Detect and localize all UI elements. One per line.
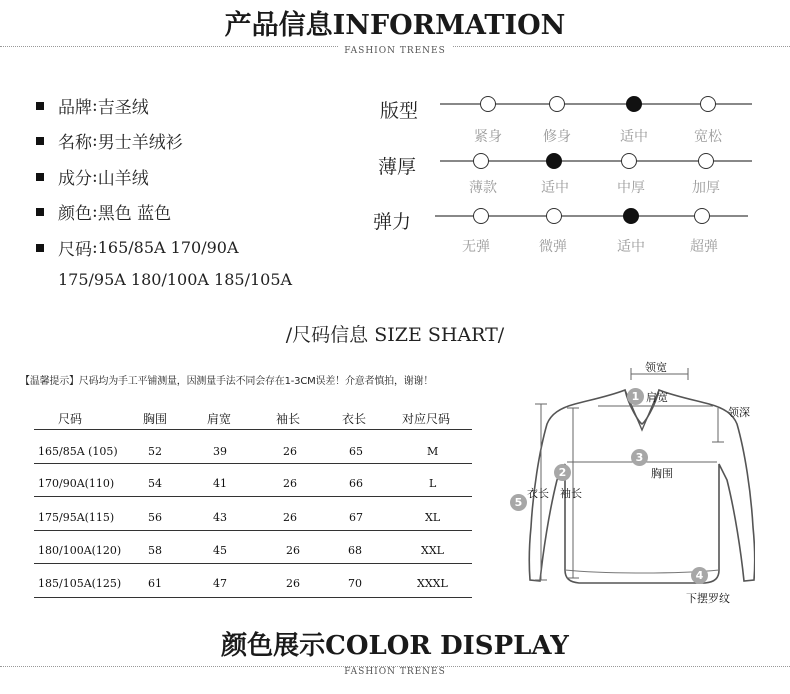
- table-cell: L: [429, 477, 437, 490]
- table-rule: [34, 530, 472, 531]
- table-cell: 26: [286, 544, 300, 557]
- table-cell: 61: [148, 577, 162, 590]
- rating-fit-option-2[interactable]: [626, 96, 642, 112]
- table-cell: 43: [213, 511, 227, 524]
- rating-thickness-label: 中厚: [617, 180, 645, 196]
- info-material: [36, 164, 149, 189]
- rating-stretch-option-0[interactable]: [473, 208, 489, 224]
- page-title: [0, 3, 790, 42]
- info-sep: :: [92, 130, 98, 151]
- info-key: 颜色: [58, 204, 92, 224]
- bullet-icon: [36, 208, 44, 216]
- bullet-icon: [36, 244, 44, 252]
- marker-5: 5: [510, 494, 527, 511]
- rating-thickness-option-0[interactable]: [473, 153, 489, 169]
- info-key: 名称: [58, 133, 92, 153]
- table-cell: 170/90A(110): [38, 477, 115, 490]
- label-length: 衣长: [527, 487, 549, 500]
- table-cell: 67: [349, 511, 363, 524]
- table-cell: 180/100A(120): [38, 544, 122, 557]
- info-value: 吉圣绒: [97, 98, 149, 118]
- table-header: 袖长: [276, 412, 301, 426]
- marker-2: 2: [554, 464, 571, 481]
- rating-thickness-option-1[interactable]: [546, 153, 562, 169]
- rating-fit-option-3[interactable]: [700, 96, 716, 112]
- footer-subtitle: [0, 667, 790, 677]
- page-title-en: INFORMATION: [332, 10, 566, 41]
- rating-label-stretch: 弹力: [373, 211, 412, 233]
- bullet-icon: [36, 137, 44, 145]
- table-header: 衣长: [342, 412, 367, 426]
- table-cell: M: [427, 445, 439, 458]
- label-collar-width: 领宽: [645, 361, 667, 374]
- label-chest: 胸围: [651, 467, 673, 480]
- page-title-cn: 产品信息: [224, 10, 333, 41]
- info-value: 山羊绒: [97, 169, 149, 189]
- rating-fit-label: 修身: [543, 129, 571, 145]
- footer-subtitle-text: FASHION TRENES: [338, 667, 452, 677]
- table-cell: 54: [148, 477, 162, 490]
- info-color: [36, 199, 171, 224]
- rating-fit-label: 宽松: [694, 129, 722, 145]
- table-cell: 66: [349, 477, 363, 490]
- info-value: 黑色 蓝色: [97, 204, 172, 224]
- rating-thickness-label: 加厚: [692, 180, 720, 196]
- label-collar-depth: 领深: [728, 406, 750, 419]
- rating-stretch-option-2[interactable]: [623, 208, 639, 224]
- rating-label-fit: 版型: [380, 100, 419, 122]
- rating-thickness-label: 薄款: [469, 180, 497, 196]
- label-shoulder: 肩宽: [646, 391, 668, 404]
- table-cell: 165/85A (105): [38, 445, 118, 458]
- table-rule: [34, 597, 472, 598]
- table-cell: 26: [286, 577, 300, 590]
- table-rule: [34, 563, 472, 564]
- table-cell: 39: [213, 445, 227, 458]
- info-size-continued: 175/95A 180/100A 185/105A: [58, 270, 293, 289]
- rating-stretch-label: 超弹: [690, 239, 718, 255]
- label-hem: 下摆罗纹: [686, 592, 730, 605]
- rating-stretch-label: 适中: [617, 239, 645, 255]
- rating-thickness-label: 适中: [541, 180, 569, 196]
- footer-title: 颜色展示COLOR DISPLAY: [221, 631, 569, 661]
- table-rule: [34, 496, 472, 497]
- table-header: 肩宽: [207, 412, 232, 426]
- info-name: [36, 128, 183, 153]
- info-sep: :: [92, 237, 98, 258]
- table-cell: 26: [283, 477, 297, 490]
- rating-fit-label: 适中: [620, 129, 648, 145]
- table-rule: [34, 429, 472, 430]
- table-cell: 68: [348, 544, 362, 557]
- size-notice: 【温馨提示】尺码均为手工平铺测量，因测量手法不同会存在1-3CM误差！介意者慎拍，谢谢！: [20, 376, 434, 387]
- rating-stretch-option-3[interactable]: [694, 208, 710, 224]
- info-brand: [36, 93, 149, 118]
- table-cell: XL: [425, 511, 441, 524]
- marker-4: 4: [691, 567, 708, 584]
- size-section-title: /尺码信息 SIZE SHART/: [285, 324, 505, 346]
- rating-fit-label: 紧身: [474, 129, 502, 145]
- table-cell: 52: [148, 445, 162, 458]
- page-subtitle-text: FASHION TRENES: [338, 46, 452, 56]
- info-key: 成分: [58, 169, 92, 189]
- table-header: 胸围: [143, 412, 168, 426]
- table-cell: 58: [148, 544, 162, 557]
- info-value: 165/85A 170/90A: [97, 238, 239, 257]
- bullet-icon: [36, 173, 44, 181]
- table-cell: XXXL: [417, 577, 448, 590]
- rating-thickness-option-3[interactable]: [698, 153, 714, 169]
- marker-1: 1: [627, 388, 644, 405]
- page-subtitle: [0, 46, 790, 56]
- info-value: 男士羊绒衫: [97, 133, 183, 153]
- rating-stretch-option-1[interactable]: [546, 208, 562, 224]
- marker-3: 3: [631, 449, 648, 466]
- info-sep: :: [92, 166, 98, 187]
- table-cell: 47: [213, 577, 227, 590]
- table-header: 对应尺码: [402, 412, 451, 426]
- rating-stretch-label: 无弹: [462, 239, 490, 255]
- info-sep: :: [92, 201, 98, 222]
- table-rule: [34, 463, 472, 464]
- table-cell: 45: [213, 544, 227, 557]
- rating-fit-option-1[interactable]: [549, 96, 565, 112]
- table-cell: 185/105A(125): [38, 577, 122, 590]
- table-cell: 26: [283, 511, 297, 524]
- info-key: 品牌: [58, 98, 92, 118]
- table-cell: 56: [148, 511, 162, 524]
- table-cell: XXL: [421, 544, 444, 557]
- table-cell: 26: [283, 445, 297, 458]
- rating-label-thickness: 薄厚: [378, 156, 417, 178]
- table-cell: 70: [348, 577, 362, 590]
- table-cell: 41: [213, 477, 227, 490]
- table-header: 尺码: [58, 412, 83, 426]
- info-sep: :: [92, 95, 98, 116]
- table-cell: 65: [349, 445, 363, 458]
- info-key: 尺码: [58, 240, 92, 260]
- bullet-icon: [36, 102, 44, 110]
- label-sleeve: 袖长: [560, 487, 582, 500]
- info-size: [36, 235, 239, 260]
- rating-fit-option-0[interactable]: [480, 96, 496, 112]
- table-cell: 175/95A(115): [38, 511, 115, 524]
- rating-stretch-label: 微弹: [539, 239, 567, 255]
- rating-thickness-option-2[interactable]: [621, 153, 637, 169]
